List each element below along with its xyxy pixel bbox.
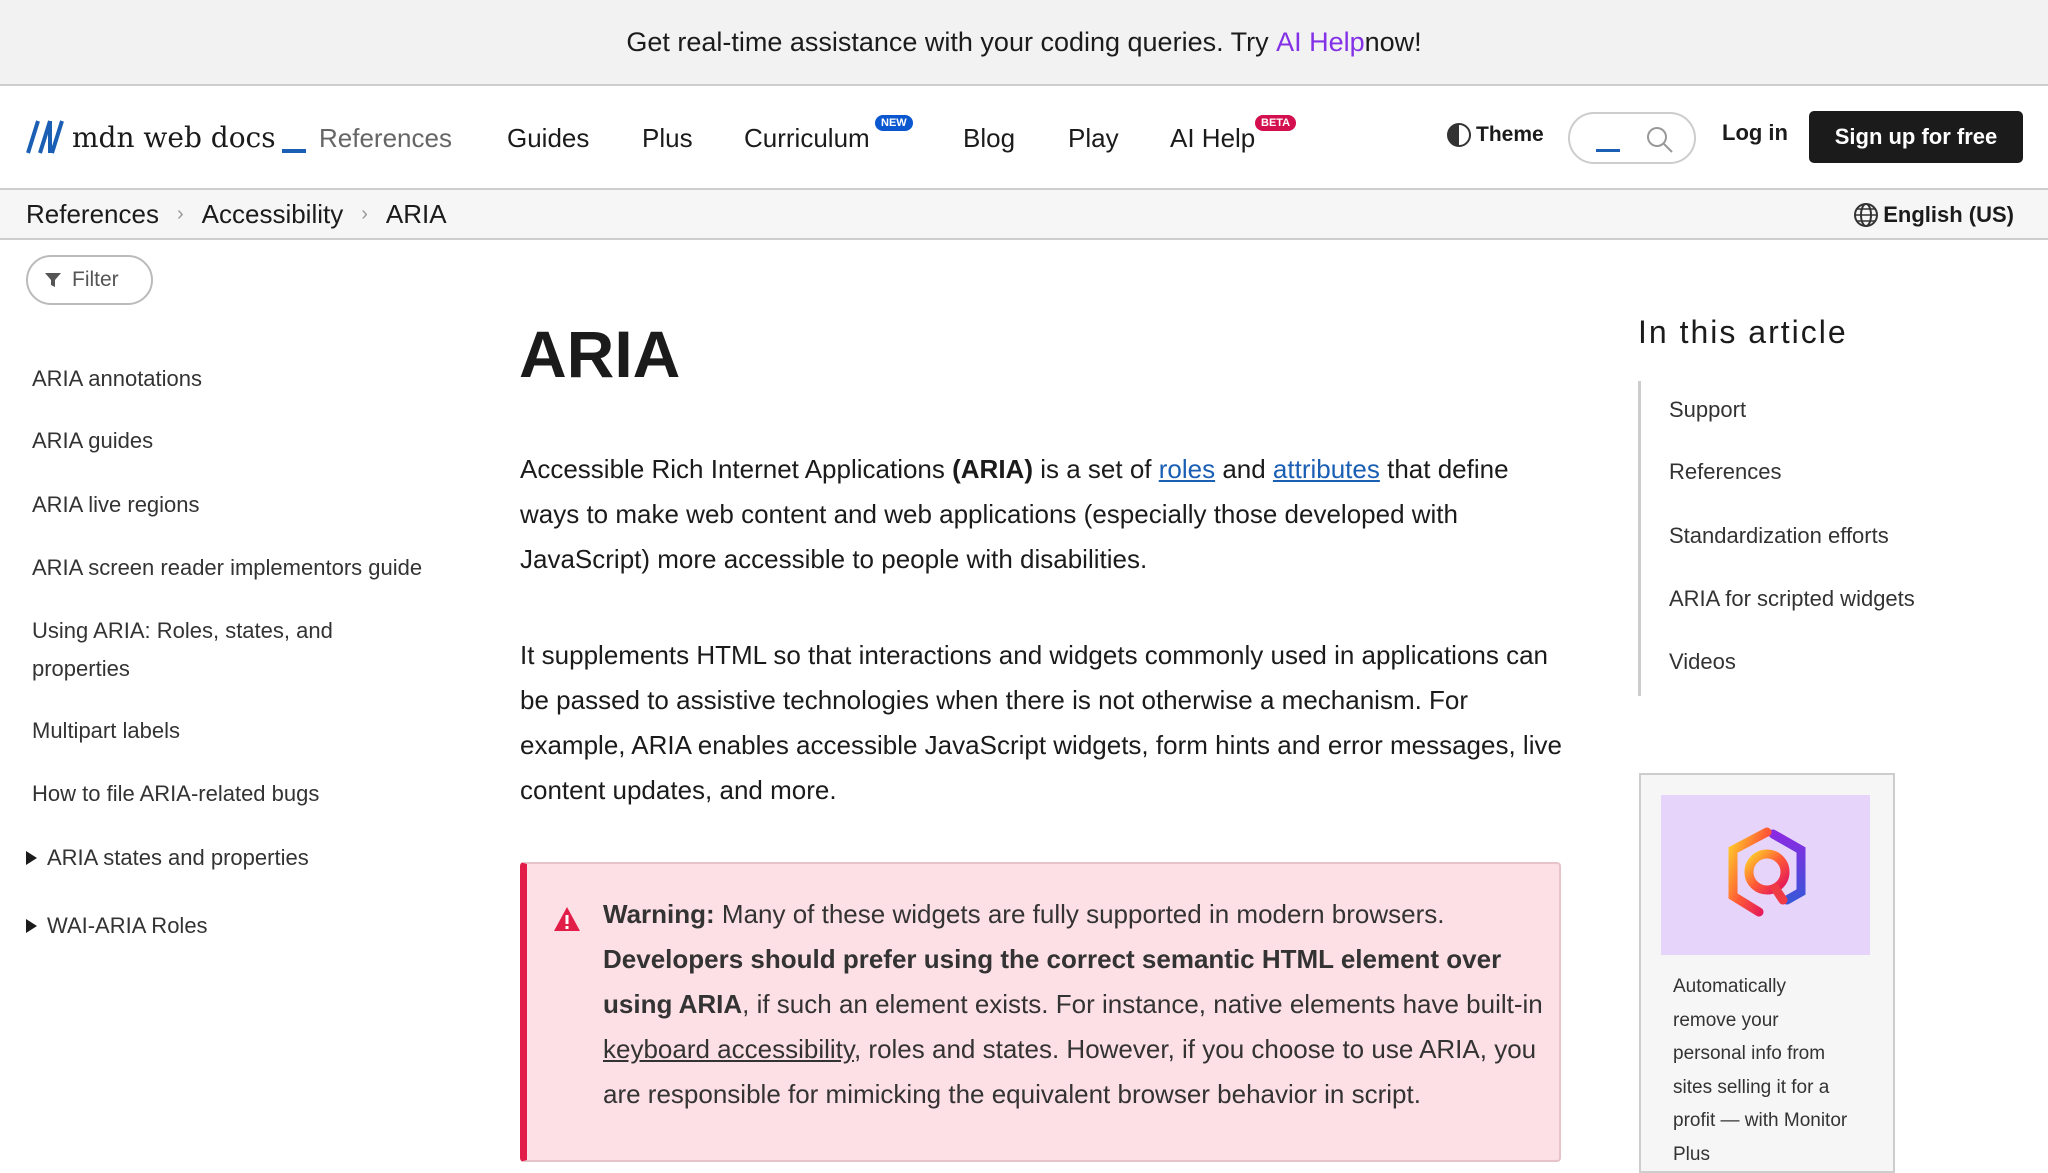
breadcrumb-accessibility[interactable]: Accessibility: [201, 198, 344, 229]
monitor-logo-icon: [1711, 820, 1821, 930]
theme-label: Theme: [1476, 123, 1544, 146]
warning-callout: Warning: Many of these widgets are fully supported in modern browsers. Developers should prefer using the correct semantic HTML element over using ARIA, if such an element exists. For instance, native elements have built-in keyboard accessibility, roles and states. However, if you choose to use ARIA, you are responsible for mimicking the equivalent browser behavior in script.: [520, 862, 1561, 1162]
table-of-contents: [1638, 381, 1915, 696]
filter-icon: [44, 271, 62, 289]
monitor-plus-ad[interactable]: [1639, 773, 1895, 1173]
sidebar-item[interactable]: ARIA live regions: [32, 492, 200, 517]
nav-play[interactable]: Play: [1068, 122, 1119, 153]
theme-button[interactable]: [1446, 122, 1544, 148]
banner-suffix: now!: [1364, 26, 1422, 57]
toc-item[interactable]: Videos: [1669, 649, 1736, 674]
theme-icon: [1446, 122, 1472, 148]
new-badge: NEW: [875, 115, 913, 131]
nav-curriculum[interactable]: Curriculum: [744, 122, 870, 153]
logo-text: mdn web docs: [72, 120, 276, 154]
warning-icon: [553, 906, 581, 932]
ai-help-banner: [0, 0, 2048, 86]
globe-icon: [1853, 202, 1879, 228]
page-title: ARIA: [519, 317, 681, 391]
sidebar-item[interactable]: ARIA annotations: [32, 366, 203, 391]
toc-item[interactable]: Support: [1669, 397, 1747, 422]
mdn-m-icon: [26, 120, 64, 154]
nav-blog[interactable]: Blog: [963, 122, 1016, 153]
ad-text: Automatically remove your personal info from sites selling it for a profit — with Monitor Plus: [1673, 976, 1848, 1165]
sidebar-item[interactable]: Multipart labels: [32, 718, 180, 743]
nav-ai-help[interactable]: AI Help: [1170, 122, 1256, 153]
sidebar-item[interactable]: ARIA screen reader implementors guide: [32, 555, 423, 580]
sidebar-item[interactable]: Using ARIA: Roles, states, and properties: [32, 618, 333, 681]
search-icon: [1646, 126, 1674, 154]
roles-link[interactable]: roles: [1158, 454, 1216, 484]
nav-references[interactable]: References: [319, 122, 452, 153]
keyboard-accessibility-link[interactable]: keyboard accessibility: [603, 1034, 854, 1064]
search-input[interactable]: [1568, 112, 1696, 164]
filter-label: Filter: [72, 268, 119, 291]
monitor-logo-image: [1661, 795, 1870, 955]
language-label: English (US): [1883, 202, 2014, 227]
signup-button[interactable]: Sign up for free: [1809, 111, 2023, 163]
nav-guides[interactable]: Guides: [507, 122, 590, 153]
sidebar-toggle-aria-states[interactable]: ARIA states and properties: [26, 839, 309, 877]
nav-plus[interactable]: Plus: [642, 122, 693, 153]
top-navigation: [0, 86, 2048, 190]
breadcrumb-references[interactable]: References: [26, 198, 159, 229]
banner-text: Get real-time assistance with your coding queries. Try: [626, 26, 1269, 57]
sidebar-filter-button[interactable]: [26, 255, 153, 305]
toc-item[interactable]: ARIA for scripted widgets: [1669, 586, 1915, 611]
sidebar-item[interactable]: How to file ARIA-related bugs: [32, 781, 320, 806]
mdn-logo[interactable]: [26, 120, 306, 154]
toc-item[interactable]: Standardization efforts: [1669, 523, 1889, 548]
supplement-paragraph: It supplements HTML so that interactions and widgets commonly used in applications can be passed to assistive technologies when there is not otherwise a mechanism. For example, ARIA enables accessible JavaScript widgets, form hints and error messages, live content updates, and more.: [520, 640, 1562, 805]
toc-item[interactable]: References: [1669, 459, 1782, 484]
toc-title: In this article: [1638, 314, 1848, 350]
breadcrumb-aria[interactable]: ARIA: [385, 198, 447, 229]
intro-paragraph: Accessible Rich Internet Applications (ARIA) is a set of roles and attributes that define ways to make web content and web applications (especially those developed with JavaScript) more accessible to people with disabilities.: [520, 454, 1509, 574]
ai-help-link[interactable]: AI Help: [1276, 26, 1365, 57]
beta-badge: BETA: [1255, 115, 1296, 131]
login-link[interactable]: Log in: [1722, 120, 1788, 145]
attributes-link[interactable]: attributes: [1272, 454, 1380, 484]
breadcrumb: References › Accessibility › ARIA English (US): [0, 190, 2048, 240]
language-selector[interactable]: [1853, 202, 2014, 228]
sidebar-item[interactable]: ARIA guides: [32, 428, 154, 453]
sidebar-toggle-wai-aria-roles[interactable]: WAI-ARIA Roles: [26, 907, 208, 945]
